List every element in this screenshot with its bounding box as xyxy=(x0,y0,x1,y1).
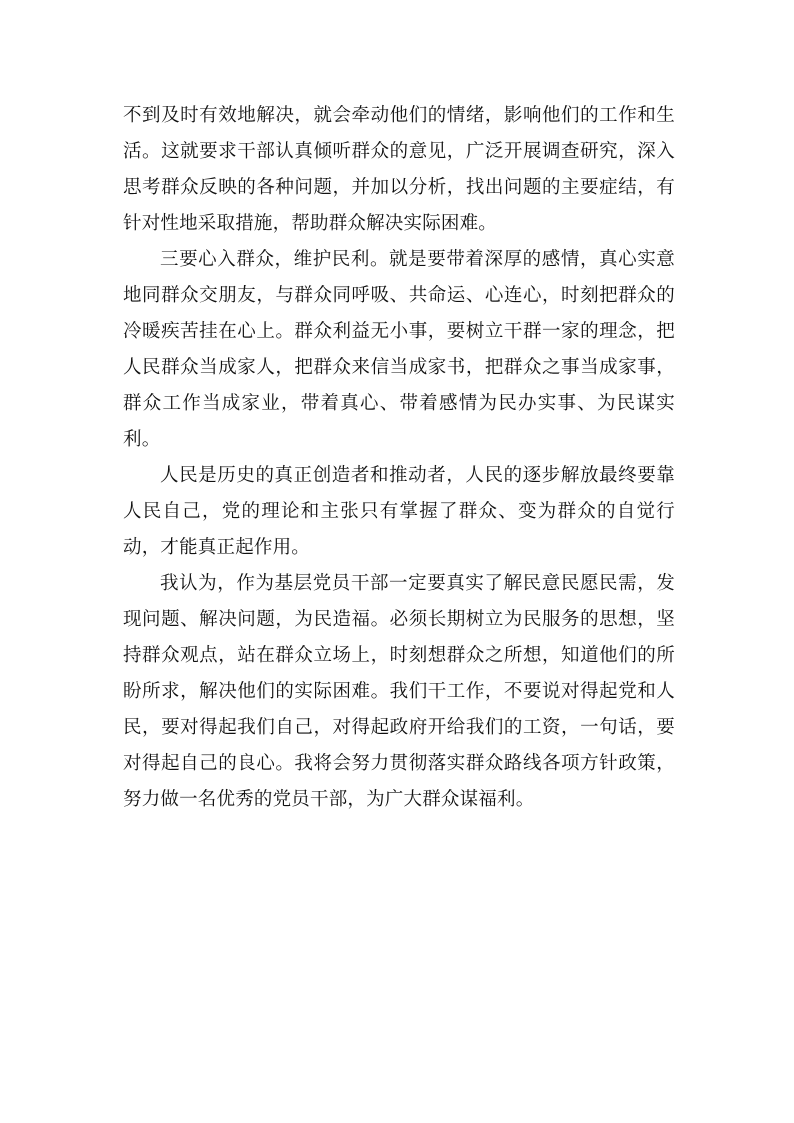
paragraph-three-requirements: 三要心入群众，维护民利。就是要带着深厚的感情，真心实意地同群众交朋友，与群众同呼吸、共命运、心连心，时刻把群众的冷暖疾苦挂在心上。群众利益无小事，要树立干群一家的理念，把人民群众当成家人，把群众来信当成家书，把群众之事当成家事，群众工作当成家业，带着真心、带着感情为民办实事、为民谋实利。 xyxy=(123,249,675,450)
document-body xyxy=(123,98,675,818)
paragraph-personal-view: 我认为，作为基层党员干部一定要真实了解民意民愿民需，发现问题、解决问题，为民造福。必须长期树立为民服务的思想，坚持群众观点，站在群众立场上，时刻想群众之所想，知道他们的所盼所求，解决他们的实际困难。我们干工作，不要说对得起党和人民，要对得起我们自己，对得起政府开给我们的工资，一句话，要对得起自己的良心。我将会努力贯彻落实群众路线各项方针政策，努力做一名优秀的党员干部，为广大群众谋福利。 xyxy=(123,573,675,810)
paragraph-continued: 不到及时有效地解决，就会牵动他们的情绪，影响他们的工作和生活。这就要求干部认真倾听群众的意见，广泛开展调查研究，深入思考群众反映的各种问题，并加以分析，找出问题的主要症结，有针对性地采取措施，帮助群众解决实际困难。 xyxy=(123,105,675,234)
paragraph-people-history: 人民是历史的真正创造者和推动者，人民的逐步解放最终要靠人民自己，党的理论和主张只有掌握了群众、变为群众的自觉行动，才能真正起作用。 xyxy=(123,465,675,558)
